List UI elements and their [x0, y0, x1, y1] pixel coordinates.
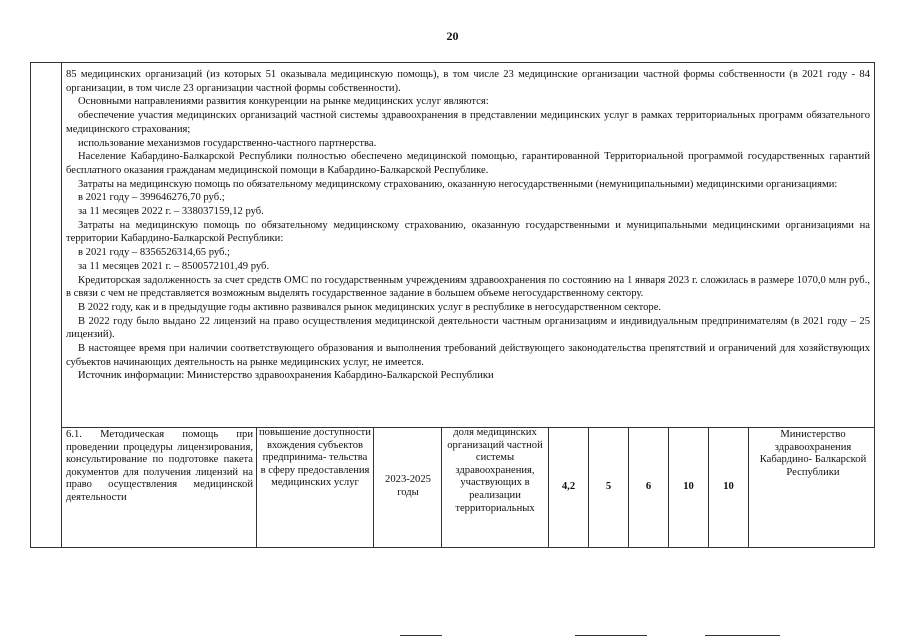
column-divider — [61, 63, 62, 547]
period-cell — [375, 427, 439, 547]
paragraph: в 2021 году – 8356526314,65 руб.; — [78, 247, 230, 259]
paragraph: В настоящее время при наличии соответствующего образования и выполнения требований действующего законодательства препятствий и ограничений для хозяйствующих субъектов начинающих деятельность на рынке медицинских услуг, не имеется. — [66, 343, 870, 368]
value-cell — [669, 427, 708, 547]
value-2024: 6 — [645, 480, 652, 492]
value-2025: 10 — [683, 480, 694, 492]
paragraph: использование механизмов государственно-частного партнерства. — [78, 137, 377, 149]
description-text — [66, 68, 870, 383]
paragraph: В 2022 году было выдано 22 лицензий на право осуществления медицинской деятельности частным организациям и индивидуальным предпринимателям (в 2021 году – 25 лицензий). — [66, 315, 870, 341]
goal-cell: повышение доступности вхождения субъектов предпринима- тельства в сферу предоставления медицинских услуг — [259, 427, 371, 489]
value-target: 10 — [723, 480, 734, 492]
paragraph: Затраты на медицинскую помощь по обязательному медицинскому страхованию, оказанную негосударственными (немуниципальными) медицинскими организациями: — [78, 178, 838, 190]
value-2022: 4,2 — [561, 480, 576, 492]
period-text: 2023-2025 годы — [385, 474, 431, 498]
value-cell — [549, 427, 588, 547]
measure-cell: 6.1. Методическая помощь при проведении процедуры лицензирования, консультирование по подготовке пакета документов для получения лицензий на право осуществления медицинской деятельности — [66, 429, 253, 503]
signature-line — [705, 635, 780, 636]
paragraph: Кредиторская задолженность за счет средств ОМС по государственным учреждениям здравоохранения по состоянию на 1 января 2023 г. сложилась в размере 1070,0 млн руб., в связи с чем не представляется возможным выделять государственное задание в большем объеме негосударственному сектору. — [66, 274, 870, 300]
paragraph: В 2022 году, как и в предыдущие годы активно развивался рынок медицинских услуг в республике в негосударственном секторе. — [78, 301, 662, 313]
source-note: Источник информации: Министерство здравоохранения Кабардино-Балкарской Республики — [78, 370, 494, 382]
responsible-cell: Министерство здравоохранения Кабардино- Балкарской Республики — [759, 429, 867, 478]
column-divider — [748, 427, 749, 547]
value-cell — [589, 427, 628, 547]
column-divider — [441, 427, 442, 547]
value-2023: 5 — [605, 480, 612, 492]
column-divider — [256, 427, 257, 547]
paragraph: Основными направлениями развития конкуренции на рынке медицинских услуг являются: — [78, 96, 489, 108]
paragraph: 85 медицинских организаций (из которых 51 оказывала медицинскую помощь), в том числе 23 медицинские организации частной формы собственности (в 2021 году - 84 организации, в том числе 23 организации частной формы собственности). — [66, 69, 870, 94]
signature-line — [575, 635, 647, 636]
paragraph: обеспечение участия медицинских организаций частной системы здравоохранения в представлении медицинских услуг в рамках территориальных программ обязательного медицинского страхования; — [66, 110, 870, 135]
paragraph: за 11 месяцев 2022 г. – 338037159,12 руб. — [78, 206, 264, 218]
paragraph: в 2021 году – 399646276,70 руб.; — [78, 192, 225, 204]
signature-line — [400, 635, 442, 636]
paragraph: Население Кабардино-Балкарской Республики полностью обеспечено медицинской помощью, гарантированной Территориальной программой государственных гарантий бесплатного оказания гражданам медицинской помощи в Кабардино-Балкарской Республике. — [66, 151, 870, 176]
paragraph: Затраты на медицинскую помощь по обязательному медицинскому страхованию, оказанную государственными и муниципальными медицинскими организациями на территории Кабардино-Балкарской Республики: — [66, 219, 870, 245]
table-frame — [30, 62, 875, 548]
paragraph: за 11 месяцев 2021 г. – 8500572101,49 руб. — [78, 260, 270, 272]
column-divider — [373, 427, 374, 547]
value-cell — [629, 427, 668, 547]
page-number: 20 — [446, 29, 459, 43]
value-cell — [709, 427, 748, 547]
indicator-cell: доля медицинских организаций частной системы здравоохранения, участвующих в реализации территориальных — [447, 427, 543, 514]
